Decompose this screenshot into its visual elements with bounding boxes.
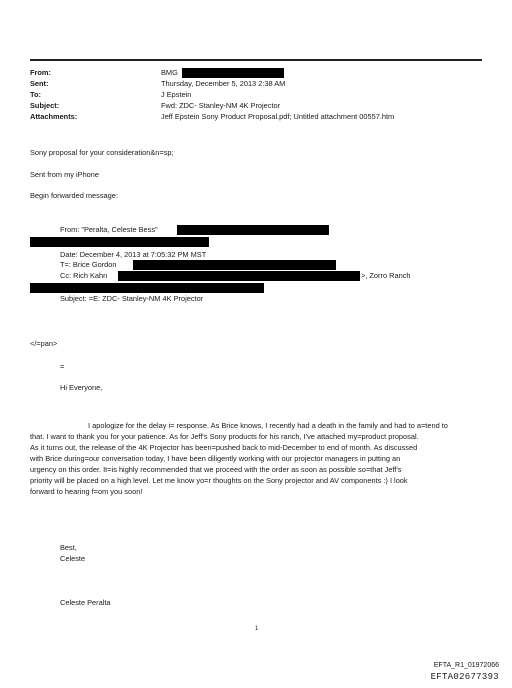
body-line-5: urgency on this order. It=is highly recommended that we proceed with the order as soon as possible so=that Jeff's xyxy=(30,465,402,474)
header-rule xyxy=(30,59,482,61)
closing-name: Celeste xyxy=(60,554,86,563)
sent-value: Thursday, December 5, 2013 2:38 AM xyxy=(161,79,286,88)
to-value: J Epstein xyxy=(161,90,192,99)
redaction-block xyxy=(30,283,264,293)
fwd-from: From: "Peralta, Celeste Bess" xyxy=(60,225,158,234)
subject-value: Fwd: ZDC- Stanley-NM 4K Projector xyxy=(161,101,281,110)
closing: Best, xyxy=(60,543,77,552)
pan-artifact: </=pan> xyxy=(30,339,58,348)
body-line-3: As it turns out, the release of the 4K Projector has been=pushed back to mid-December to end of month. As discussed xyxy=(30,443,418,452)
bates-number-large: EFTA02677393 xyxy=(430,672,499,682)
signature: Celeste Peralta xyxy=(60,598,111,607)
redaction-block xyxy=(182,68,284,78)
fwd-date: Date: December 4, 2013 at 7:05:32 PM MST xyxy=(60,250,207,259)
subject-label: Subject: xyxy=(30,101,60,110)
greeting: Hi Everyone, xyxy=(60,383,103,392)
header-to-row xyxy=(30,89,490,100)
body-line-1: I apologize for the delay i= response. As Brice knows, I recently had a death in the family and had to a=tend to xyxy=(88,421,448,430)
header-subject-row xyxy=(30,100,490,111)
sent-label: Sent: xyxy=(30,79,49,88)
eq-artifact: = xyxy=(60,362,65,371)
body-line-2: that. I want to thank you for your patience. As for Jeff's Sony products for his ranch, I've attached my=product proposal. xyxy=(30,432,419,441)
redaction-block xyxy=(118,271,360,281)
fwd-cc: Cc: Rich Kahn xyxy=(60,271,108,280)
redaction-block xyxy=(177,225,329,235)
redaction-block xyxy=(30,237,209,247)
attachments-value: Jeff Epstein Sony Product Proposal.pdf; Untitled attachment 00557.htm xyxy=(161,112,395,121)
bates-number-small: EFTA_R1_01972066 xyxy=(433,662,499,669)
body-line-7: forward to hearing f=om you soon! xyxy=(30,487,143,496)
redaction-block xyxy=(133,260,336,270)
from-label: From: xyxy=(30,68,51,77)
body-line-6: priority will be placed on a high level. Let me know yo=r thoughts on the Sony projector and AV components :) I look xyxy=(30,476,408,485)
intro-line-1: Sony proposal for your consideration&n=sp; xyxy=(30,148,174,157)
fwd-cc-tail: >, Zorro Ranch xyxy=(361,271,411,280)
header-attachments-row xyxy=(30,111,490,122)
from-value: BMG xyxy=(161,68,178,77)
page-number: 1 xyxy=(255,626,259,632)
body-line-4: with Brice during=our conversation today, I have been diligently working with our projector managers in putting an xyxy=(30,454,401,463)
fwd-to: T=: Brice Gordon xyxy=(60,260,117,269)
to-label: To: xyxy=(30,90,41,99)
attachments-label: Attachments: xyxy=(30,112,78,121)
intro-line-3: Begin forwarded message: xyxy=(30,191,118,200)
fwd-subject: Subject: =E: ZDC- Stanley-NM 4K Projector xyxy=(60,294,204,303)
header-sent-row xyxy=(30,78,490,89)
intro-line-2: Sent from my iPhone xyxy=(30,170,100,179)
